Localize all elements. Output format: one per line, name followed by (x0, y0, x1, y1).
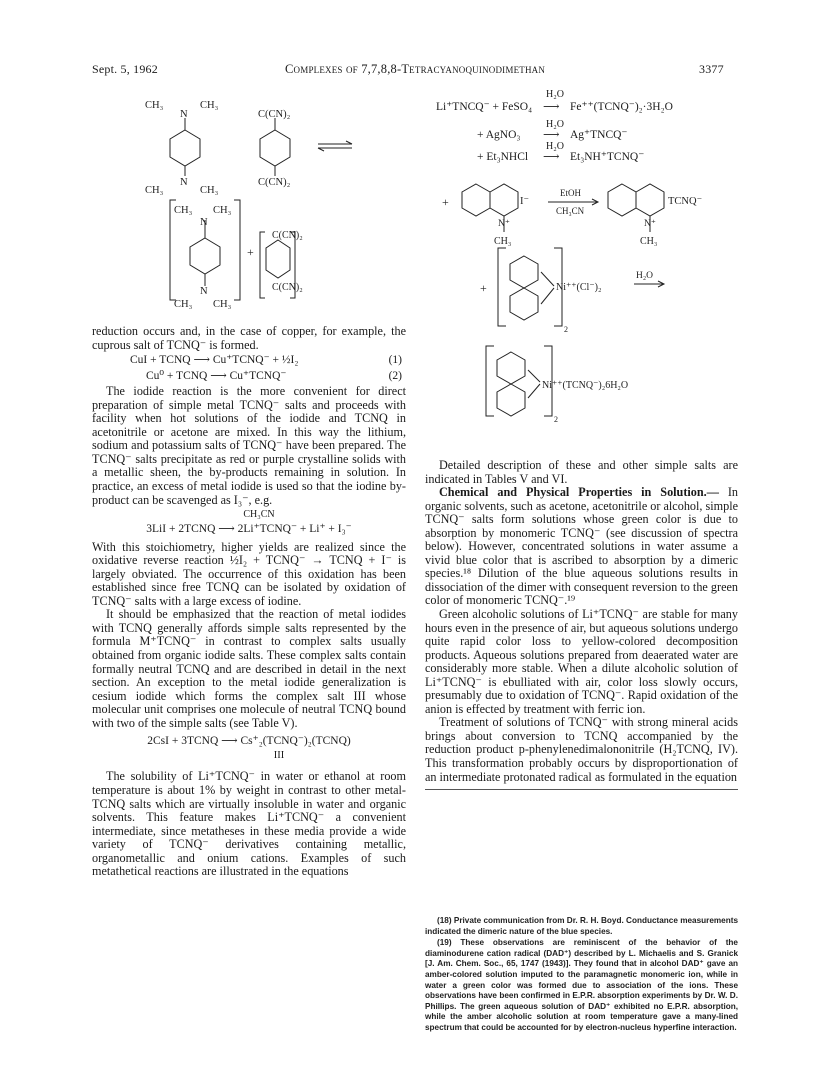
equation-number: (2) (388, 369, 402, 382)
equation-text: Cu⁰ + TCNQ ⟶ Cu⁺TCNQ⁻ (146, 369, 287, 382)
n-label: N (180, 177, 188, 188)
eq-fe-rhs: Fe⁺⁺(TCNQ⁻)₂·3H₂O (570, 101, 673, 113)
subscript-label: 2 (554, 415, 558, 424)
equation-2 (146, 370, 402, 384)
section-heading: Chemical and Physical Properties in Solution.— (439, 485, 719, 500)
paragraph: reduction occurs and, in the case of copper, for example, the cuprous salt of TCNQ⁻ is formed. (92, 324, 406, 352)
iodide-label: I⁻ (520, 196, 530, 207)
paragraph (425, 486, 738, 608)
equation-text: CuI + TCNQ ⟶ Cu⁺TCNQ⁻ + ½I₂ (130, 354, 299, 367)
n-label: N (200, 286, 208, 297)
ni-cl-label: Ni⁺⁺(Cl⁻)₂ (556, 282, 602, 293)
h2o-label: H₂O (546, 141, 564, 152)
eq-et3n-rhs: Et₃NH⁺TCNQ⁻ (570, 151, 645, 163)
ch3-label: CH₃ (640, 236, 658, 247)
plus-sign: + (480, 281, 487, 295)
footnote-19: (19) These observations are reminiscent of the behavior of the diaminodurene cation radical (DAD⁺) described by L. Michaelis and S. Granick [J. Am. Chem. Soc., 65, 1747 (1943)]. They found that in alcohol DAD⁺ gave an amber-colored solution imputed to the paramagnetic monomeric ion, while in water a green color was formed due to association of the ions. These observations have been confirmed in E.P.R. absorption experiments by Dr. W. D. Phillips. The green aqueous solution of DAD⁺ exhibited no E.P.R. absorption, while the amber alcoholic solution at room temperature gave a many-lined spectrum that could be accounted for by electron-nucleus hyperfine interaction. (425, 938, 738, 1032)
footnotes (425, 916, 738, 1035)
ch3-label: CH₃ (174, 205, 193, 216)
arrow-icon: ⟶ (543, 151, 560, 163)
running-title: Complexes of 7,7,8,8-Tetracyanoquinodimethan (285, 62, 546, 76)
arrow-icon: ⟶ (543, 129, 560, 141)
ch3-label: CH₃ (494, 236, 512, 247)
running-date: Sept. 5, 1962 (92, 62, 158, 76)
h2o-label: H₂O (636, 271, 654, 281)
left-column (92, 325, 406, 879)
equation-label: III (273, 749, 285, 761)
eq-ag-rhs: Ag⁺TNCQ⁻ (570, 129, 628, 141)
footnote-divider (425, 789, 738, 790)
paragraph: Green alcoholic solutions of Li⁺TCNQ⁻ are stable for many hours even in the presence of air, but aqueous solutions undergo quite rapid color loss to yellow-colored decomposition products. Aqueous solutions prepared from deaerated water are considerably more stable. When a dilute alcoholic solution of Li⁺TCNQ⁻ is ebulliated with air, color loss slowly occurs, presumably due to oxidation of TCNQ⁻. Rapid oxidation of the anion is effected by treatment with ferric ion. (425, 607, 738, 716)
paragraph: The iodide reaction is the more convenient for direct preparation of simple metal TCNQ⁻ salts and proceeds with facility when hot solutions of the iodide and TCNQ in acetonitrile or acetone are mixed. In this way the lithium, sodium and potassium salts of TCNQ⁻ have been prepared. The TCNQ⁻ salts precipitate as red or purple crystalline solids with a metallic sheen, the by-products remaining in solution. In practice, an excess of metal iodide is used so that the iodine by-product can be scavenged as I₃⁻, e.g. (92, 384, 406, 507)
etoh-label: EtOH (560, 188, 581, 198)
page-number: 3377 (699, 62, 724, 76)
eq-fe-lhs: Li⁺TNCQ⁻ + FeSO₄ (436, 101, 533, 113)
arrow-icon: ⟶ (543, 101, 560, 113)
equation-1 (130, 354, 402, 368)
ccn2-label: C(CN)₂ (258, 177, 291, 188)
ni-tcnq-label: Ni⁺⁺(TCNQ⁻)₂6H₂O (542, 380, 629, 391)
ccn2-label: C(CN)₂ (272, 282, 303, 293)
ch3cn-label: CH₃CN (556, 206, 585, 216)
plus-sign: + (442, 195, 449, 209)
footnote-18: (18) Private communication from Dr. R. H. Boyd. Conductance measurements indicated the dimeric nature of the blue species. (425, 916, 738, 936)
ch3-label: CH₃ (145, 185, 164, 196)
paragraph: With this stoichiometry, higher yields are realized since the oxidative reverse reaction ½I₂ + TCNQ⁻ → TCNQ + I⁻ is largely obviated. The occurrence of this oxidation has been established since free TCNQ can be isolated by oxidation of TCNQ⁻ salts with a large excess of iodine. (92, 539, 406, 608)
right-column (425, 459, 738, 795)
ch3-label: CH₃ (200, 100, 219, 111)
nplus-label: N⁺ (644, 219, 656, 229)
ccn2-label: C(CN)₂ (272, 230, 303, 241)
paragraph: Treatment of solutions of TCNQ⁻ with strong mineral acids brings about conversion to TCNQ accompanied by the reduction product p-phenylenedimalononitrile (H₂TCNQ, IV). This transformation probably occurs by disproportionation of an intermediate protonated radical as formulated in the equation (425, 715, 738, 784)
paragraph-text: In organic solvents, such as acetone, acetonitrile or alcohol, simple TCNQ⁻ salts form solutions whose green color is due to absorption by monomeric TCNQ⁻ (see discussion of spectra below). However, concentrated solutions in water assume a vivid blue color that is ascribed to absorption by a dimeric species.¹⁸ Dilution of the blue aqueous solutions results in dissociation of the dimer with consequent reversion to the green color of monomeric TCNQ⁻.¹⁹ (425, 485, 739, 608)
ch3-label: CH₃ (145, 100, 164, 111)
paragraph: It should be emphasized that the reaction of metal iodides with TCNQ generally affords simple salts represented by the formula M⁺TCNQ⁻ in contrast to complex salts usually obtained from organic iodide salts. These complex salts contain formally neutral TCNQ and are described in detail in the next section. An exception to the metal iodide generalization is cesium iodide which forms the complex salt III whose molecular unit comprises one molecule of neutral TCNQ bound with two of the simple salts (see Table V). (92, 607, 406, 730)
n-label: N (200, 217, 208, 228)
eq-ag-lhs: + AgNO₃ (477, 129, 521, 141)
eq-et3n-lhs: + Et₃NHCl (477, 151, 529, 163)
equation-3: 3LiI + 2TCNQ ⟶ 2Li⁺TCNQ⁻ + Li⁺ + I₃⁻ (146, 523, 352, 536)
equation-condition: CH₃CN (243, 509, 275, 521)
subscript-label: 2 (564, 325, 568, 334)
paragraph: The solubility of Li⁺TCNQ⁻ in water or ethanol at room temperature is about 1% by weight in contrast to other metal-TCNQ salts which are virtually insoluble in water and organic solvents. This feature makes Li⁺TCNQ⁻ a convenient intermediate, since metatheses in these media provide a wide variety of TCNQ⁻ derivatives containing metallic, organometallic and onium cations. Examples of such metathetical reactions are illustrated in the equations (92, 769, 406, 879)
metathesis-equations (436, 88, 736, 162)
ch3-label: CH₃ (213, 205, 232, 216)
tcnq-label: TCNQ⁻ (668, 196, 703, 207)
equation-number: (1) (388, 354, 402, 367)
ch3-label: CH₃ (200, 185, 219, 196)
ccn2-label: C(CN)₂ (258, 109, 291, 120)
ch3-label: CH₃ (174, 299, 193, 310)
h2o-label: H₂O (546, 89, 564, 100)
equation-4: 2CsI + 3TCNQ ⟶ Cs⁺₂(TCNQ⁻)₂(TCNQ) (147, 735, 351, 748)
plus-sign: + (247, 245, 254, 259)
ch3-label: CH₃ (213, 299, 232, 310)
scheme-right-structures (436, 176, 736, 426)
paragraph: Detailed description of these and other simple salts are indicated in Tables V and VI. (425, 458, 738, 486)
h2o-label: H₂O (546, 119, 564, 130)
n-label: N (180, 109, 188, 120)
nplus-label: N⁺ (498, 219, 510, 229)
scheme-top-left (130, 90, 390, 315)
